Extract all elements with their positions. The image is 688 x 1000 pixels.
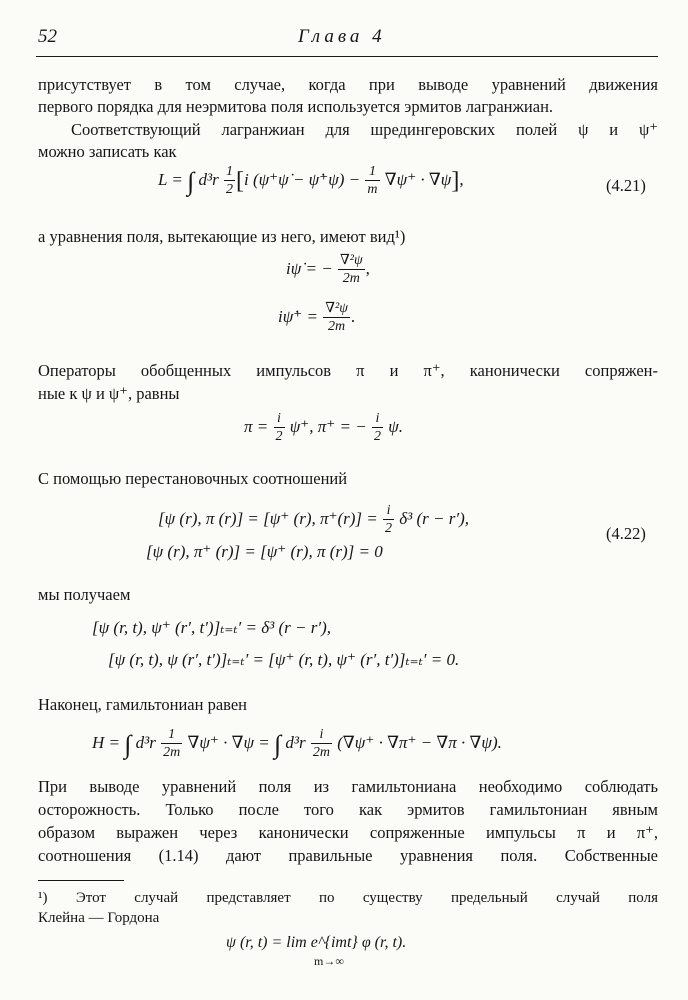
momenta-equation [244, 412, 403, 444]
paragraph-line: Операторы обобщенных импульсов π и π⁺, канонически сопряжен- [38, 361, 658, 380]
paragraph-line: мы получаем [38, 585, 131, 604]
eq-term: ψ. [388, 416, 404, 436]
eq-measure: d³r [285, 732, 306, 752]
integral-sign: ∫ [274, 729, 282, 759]
eq-term: ψ⁺, π⁺ = − [289, 416, 367, 436]
fraction [311, 728, 332, 760]
paragraph-line: При выводе уравнений поля из гамильтониана необходимо соблюдать [38, 777, 658, 796]
numerator: i [372, 412, 383, 428]
fraction [323, 302, 350, 334]
eq-lhs: π = [244, 416, 269, 436]
commutator-line-1 [158, 504, 469, 536]
denominator: 2 [275, 429, 283, 444]
paragraph-line: Соответствующий лагранжиан для шредингеровских полей ψ и ψ⁺ [71, 120, 658, 139]
fraction-one-over-m [365, 165, 379, 197]
fraction-half [224, 165, 235, 197]
denominator: 2m [328, 319, 346, 334]
eq-measure: d³r [135, 732, 156, 752]
footnote-line: ¹) Этот случай представляет по существу предельный случай поля [38, 890, 658, 906]
paragraph-line: а уравнения поля, вытекающие из него, имеют вид¹) [38, 227, 406, 246]
paragraph-line: можно записать как [38, 142, 177, 161]
eq-lhs: iψ̇⁺ = [278, 306, 318, 326]
paragraph-line: Наконец, гамильтониан равен [38, 695, 247, 714]
paragraph-line: первого порядка для неэрмитова поля используется эрмитов лагранжиан. [38, 97, 554, 116]
hamiltonian-equation [92, 728, 502, 760]
footnote [38, 888, 658, 928]
equation-number: (4.22) [606, 524, 646, 543]
eq-term: δ³ (r − r′), [399, 508, 470, 528]
eq-term: i (ψ⁺ψ̇ − ψ̇⁺ψ) − [243, 169, 361, 189]
header-rule [36, 56, 658, 57]
chapter-title: Глава 4 [298, 26, 386, 47]
fraction [372, 412, 383, 444]
eq-term: ∇ψ⁺ · ∇ψ = [187, 732, 270, 752]
footnote-line: Клейна — Гордона [38, 910, 160, 926]
numerator: 1 [161, 728, 182, 744]
eq-term: (∇ψ⁺ · ∇π⁺ − ∇π · ∇ψ). [337, 732, 502, 752]
field-equation-2: iψ̇⁺ = $\frac{\text{∇²ψ}}{2m}$ . [278, 301, 356, 334]
denominator: 2m [163, 745, 181, 760]
paragraph-line: ные к ψ и ψ⁺, равны [38, 384, 180, 403]
equation-4-21: L = ∫ d³r $\frac{1}{2}$ [i (ψ⁺ψ̇ − ψ̇⁺ψ) − $\frac{1}{m}$ ∇ψ⁺ · ∇ψ], [158, 164, 464, 197]
paragraph-line: С помощью перестановочных соотношений [38, 469, 348, 488]
page-number: 52 [38, 26, 57, 47]
denominator: m [367, 182, 378, 197]
numerator: ∇²ψ [325, 301, 348, 316]
footnote-rule [38, 880, 124, 881]
eq-measure: d³r [198, 169, 219, 189]
numerator: ∇²ψ [339, 253, 363, 268]
integral-sign: ∫ [124, 729, 132, 759]
eq-term: [ψ (r), π (r)] = [ψ⁺ (r), π⁺(r)] = [158, 508, 378, 528]
denominator: 2 [385, 521, 393, 536]
footnote-formula: ψ (r, t) = lim e^{imt} φ (r, t). [226, 934, 407, 951]
paragraph-line: образом выражен через канонически сопряженные импульсы π и π⁺, [38, 823, 658, 842]
equation-number: (4.21) [606, 176, 646, 195]
footnote-limit: m→∞ [314, 954, 344, 968]
numerator: 1 [225, 164, 233, 179]
numerator: i [383, 504, 394, 520]
eq-lhs: iψ̇ = − [286, 258, 333, 278]
paragraph-line: соотношения (1.14) дают правильные уравнения поля. Собственные [38, 846, 658, 865]
fraction [161, 728, 182, 760]
integral-sign: ∫ [187, 166, 195, 196]
numerator: i [274, 412, 285, 428]
numerator: i [311, 728, 332, 744]
fraction [383, 504, 394, 536]
fraction [338, 254, 365, 286]
paragraph-line: присутствует в том случае, когда при выводе уравнений движения [38, 75, 658, 94]
denominator: 2m [312, 745, 330, 760]
fraction [274, 412, 285, 444]
eq-lhs: L = [158, 169, 188, 189]
field-equation-1: iψ̇ = − $\frac{\text{∇²ψ}}{2m}$ , [286, 253, 370, 286]
paragraph-line: осторожность. Только после того как эрмитов гамильтониан явным [38, 800, 658, 819]
result-line-1: [ψ (r, t), ψ⁺ (r′, t′)]ₜ₌ₜ′ = δ³ (r − r′), [92, 618, 331, 637]
commutator-line-2: [ψ (r), π⁺ (r)] = [ψ⁺ (r), π (r)] = 0 [146, 542, 383, 561]
result-line-2: [ψ (r, t), ψ (r′, t′)]ₜ₌ₜ′ = [ψ⁺ (r, t), ψ⁺ (r′, t′)]ₜ₌ₜ′ = 0. [108, 650, 460, 669]
eq-term: ∇ψ⁺ · ∇ψ [384, 169, 452, 189]
eq-lhs: H = [92, 732, 120, 752]
denominator: 2 [373, 429, 381, 444]
denominator: 2m [342, 271, 360, 286]
numerator: 1 [365, 165, 379, 181]
denominator: 2 [225, 182, 233, 197]
